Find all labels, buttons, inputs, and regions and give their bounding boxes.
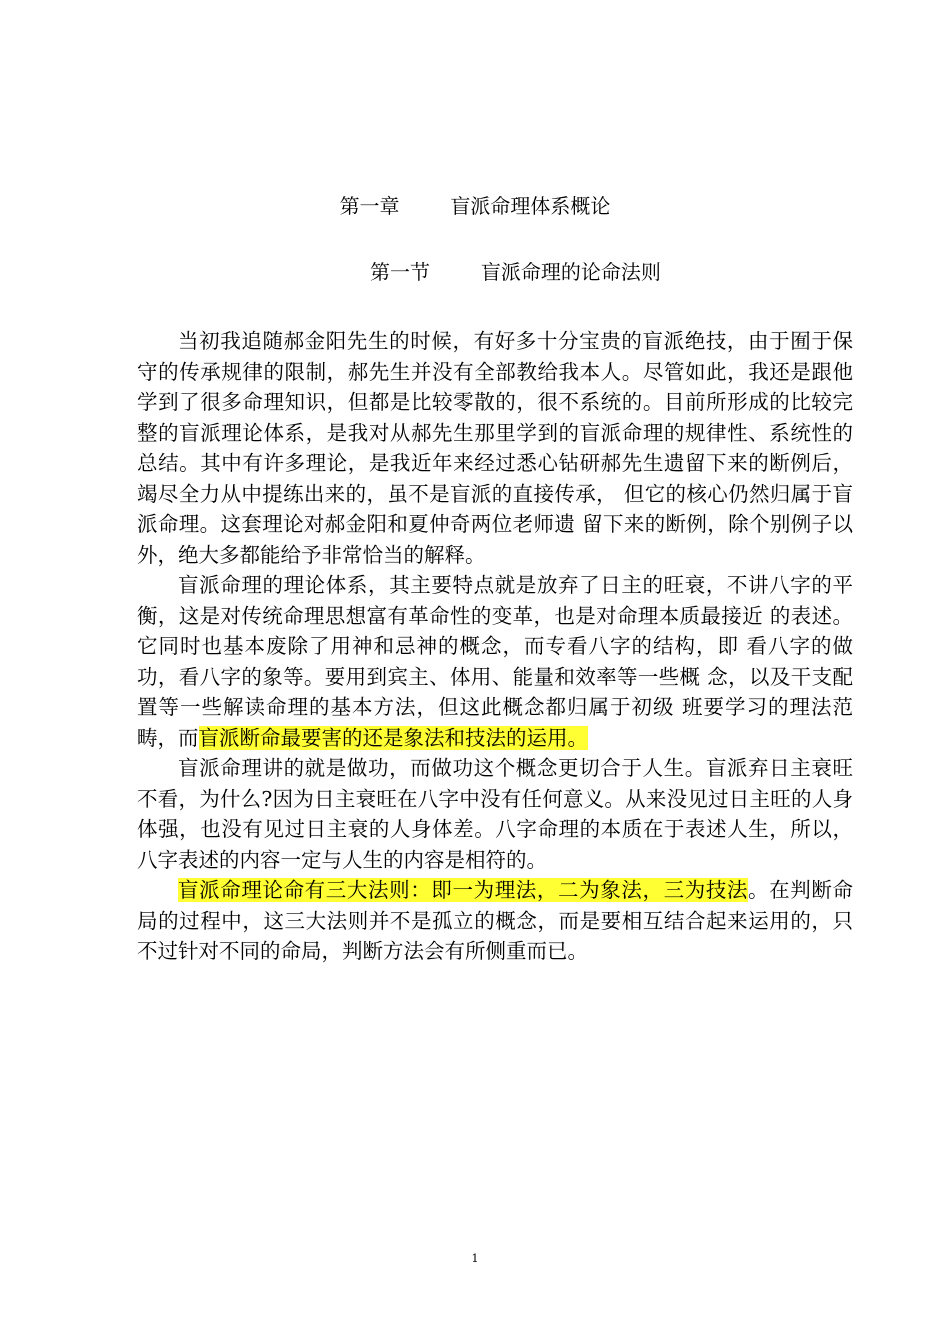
body-text xyxy=(137,326,853,967)
paragraph-4 xyxy=(137,875,853,967)
paragraph-1-text: 当初我追随郝金阳先生的时候，有好多十分宝贵的盲派绝技，由于囿于保守的传承规律的限制，郝先生并没有全部教给我本人。尽管如此，我还是跟他学到了很多命理知识，但都是比较零散的，很不系统的。目前所形成的比较完整的盲派理论体系，是我对从郝先生那里学到的盲派命理的规律性、系统性的总结。其中有许多理论，是我近年来经过悉心钻研郝先生遗留下来的断例后，竭尽全力从中提练出来的，虽不是盲派的直接传承， 但它的核心仍然归属于盲派命理。这套理论对郝金阳和夏仲奇两位老师遗 留下来的断例，除个别例子以外，绝大多都能给予非常恰当的解释。 xyxy=(137,329,853,567)
paragraph-2-text: 盲派命理的理论体系，其主要特点就是放弃了日主的旺衰，不讲八字的平衡，这是对传统命理思想富有革命性的变革，也是对命理本质最接近 的表述。它同时也基本废除了用神和忌神的概念，而专看八字的结构，即 看八字的做功，看八字的象等。要用到宾主、体用、能量和效率等一些概 念，以及干支配置等一些解读命理的基本方法，但这此概念都归属于初级 班要学习的理法范畴，而 xyxy=(137,573,853,750)
paragraph-2-highlight: 盲派断命最要害的还是象法和技法的运用。 xyxy=(198,725,588,750)
page-number: 1 xyxy=(471,1252,479,1265)
paragraph-2 xyxy=(137,570,853,753)
paragraph-4-highlight: 盲派命理论命有三大法则：即一为理法，二为象法，三为技法 xyxy=(178,878,749,902)
chapter-title: 第一章 盲派命理体系概论 xyxy=(339,194,611,218)
paragraph-3 xyxy=(137,753,853,875)
paragraph-1 xyxy=(137,326,853,570)
section-title: 第一节 盲派命理的论命法则 xyxy=(370,260,661,284)
paragraph-4-text: 。在判断命局的过程中，这三大法则并不是孤立的概念，而是要相互结合起来运用的，只不过针对不同的命局，判断方法会有所侧重而已。 xyxy=(137,878,853,963)
paragraph-3-text: 盲派命理讲的就是做功，而做功这个概念更切合于人生。盲派弃日主衰旺不看，为什么?因为日主衰旺在八字中没有任何意义。从来没见过日主旺的人身体强，也没有见过日主衰的人身体差。八字命理的本质在于表述人生，所以，八字表述的内容一定与人生的内容是相符的。 xyxy=(137,756,853,872)
